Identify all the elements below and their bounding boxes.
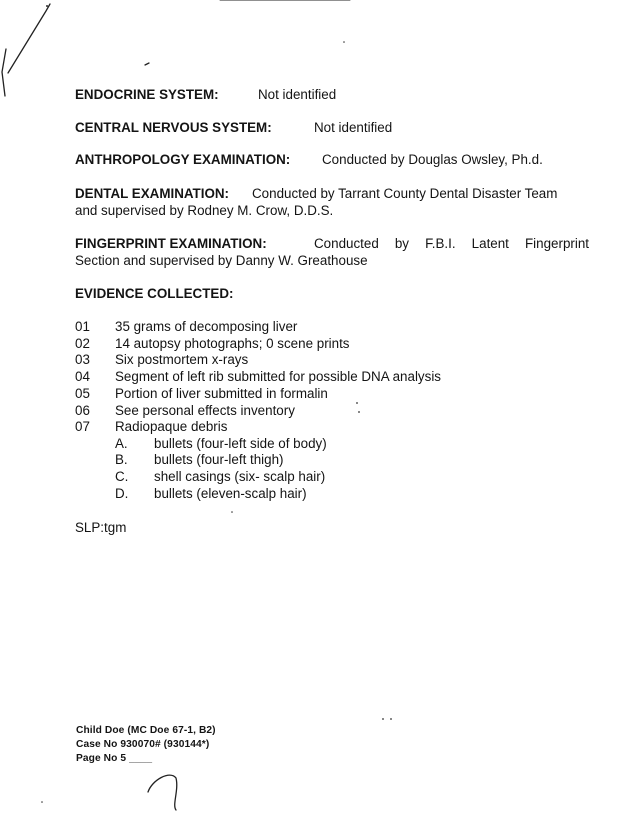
sub-item-text: bullets (four-left thigh) <box>154 452 284 467</box>
sub-item-letter: B. <box>115 452 128 467</box>
sub-item-letter: D. <box>115 486 129 501</box>
fingerprint-line2: Section and supervised by Danny W. Greathouse <box>75 253 368 268</box>
item-text: Portion of liver submitted in formalin <box>115 386 328 401</box>
footer-case-no: Case No 930070# (930144*) <box>76 739 210 750</box>
sub-item-text: bullets (four-left side of body) <box>154 436 327 451</box>
evidence-heading: EVIDENCE COLLECTED: <box>75 286 234 301</box>
margin-stroke-left <box>2 49 6 96</box>
dental-line2: and supervised by Rodney M. Crow, D.D.S. <box>75 203 334 218</box>
item-text: Radiopaque debris <box>115 419 228 434</box>
initials: SLP:tgm <box>75 520 127 535</box>
item-number: 02 <box>75 336 90 351</box>
dental-line1: Conducted by Tarrant County Dental Disaster Team <box>252 186 558 201</box>
endocrine-value: Not identified <box>258 87 337 102</box>
item-number: 03 <box>75 352 90 367</box>
handwritten-mark <box>148 775 177 810</box>
fingerprint-line1: Conducted by F.B.I. Latent Fingerprint <box>314 236 589 251</box>
sub-item-text: shell casings (six- scalp hair) <box>154 469 326 484</box>
item-text: Six postmortem x-rays <box>115 352 249 367</box>
sub-item-letter: C. <box>115 469 129 484</box>
footer-child-doe: Child Doe (MC Doe 67-1, B2) <box>76 725 216 736</box>
cns-heading: CENTRAL NERVOUS SYSTEM: <box>75 120 272 135</box>
margin-stroke-top <box>8 4 50 73</box>
item-number: 05 <box>75 386 90 401</box>
endocrine-heading: ENDOCRINE SYSTEM: <box>75 87 219 102</box>
item-text: 14 autopsy photographs; 0 scene prints <box>115 336 350 351</box>
cns-value: Not identified <box>314 120 393 135</box>
item-text: 35 grams of decomposing liver <box>115 319 298 334</box>
footer-page-no: Page No 5 ____ <box>76 753 153 764</box>
item-number: 06 <box>75 403 90 418</box>
item-text: Segment of left rib submitted for possible DNA analysis <box>115 369 441 384</box>
sub-item-text: bullets (eleven-scalp hair) <box>154 486 307 501</box>
fingerprint-heading: FINGERPRINT EXAMINATION: <box>75 236 267 251</box>
item-number: 07 <box>75 419 90 434</box>
item-number: 04 <box>75 369 90 384</box>
item-text: See personal effects inventory <box>115 403 295 418</box>
anthropology-value: Conducted by Douglas Owsley, Ph.d. <box>322 152 543 167</box>
anthropology-heading: ANTHROPOLOGY EXAMINATION: <box>75 152 291 167</box>
sub-item-letter: A. <box>115 436 128 451</box>
dental-heading: DENTAL EXAMINATION: <box>75 186 229 201</box>
item-number: 01 <box>75 319 90 334</box>
